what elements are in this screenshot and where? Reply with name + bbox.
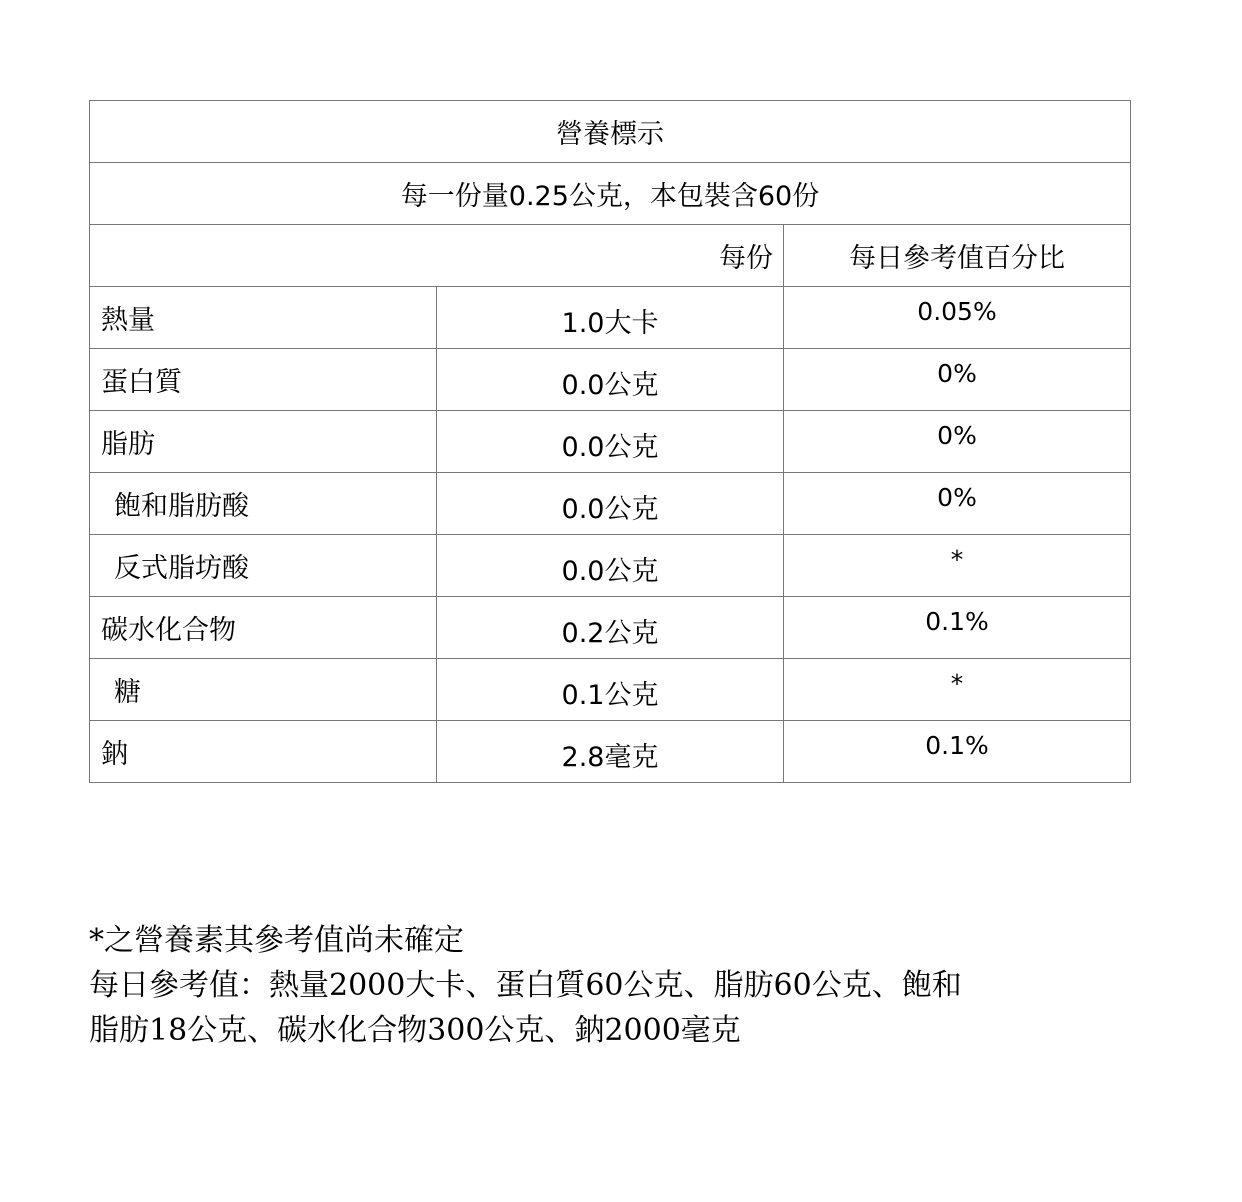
nutrient-amount: 1.0大卡 [437,287,784,349]
nutrient-daily-value: 0.05% [784,287,1131,349]
nutrient-daily-value: 0% [784,349,1131,411]
nutrient-name: 飽和脂肪酸 [90,473,437,535]
table-row [90,535,1131,597]
nutrient-name: 脂肪 [90,411,437,473]
nutrition-facts-table [89,100,1131,783]
nutrient-daily-value: 0% [784,411,1131,473]
nutrient-amount: 2.8毫克 [437,721,784,783]
serving-info: 每一份量0.25公克，本包裝含60份 [90,163,1131,225]
daily-reference-line-1: 每日參考值：熱量2000大卡、蛋白質60公克、脂肪60公克、飽和 [89,968,962,1003]
per-serving-header: 每份 [90,225,784,287]
table-row [90,287,1131,349]
nutrient-amount: 0.1公克 [437,659,784,721]
table-row [90,411,1131,473]
column-header-row [90,225,1131,287]
nutrient-amount: 0.0公克 [437,535,784,597]
nutrient-name: 蛋白質 [90,349,437,411]
nutrient-daily-value: 0.1% [784,721,1131,783]
nutrient-daily-value: * [784,659,1131,721]
nutrient-amount: 0.0公克 [437,411,784,473]
nutrient-amount: 0.0公克 [437,349,784,411]
table-row [90,597,1131,659]
nutrient-name: 熱量 [90,287,437,349]
table-title: 營養標示 [90,101,1131,163]
serving-info-row [90,163,1131,225]
table-row [90,473,1131,535]
nutrient-name: 反式脂坊酸 [90,535,437,597]
nutrient-daily-value: * [784,535,1131,597]
nutrient-name: 鈉 [90,721,437,783]
nutrient-name: 糖 [90,659,437,721]
nutrient-amount: 0.2公克 [437,597,784,659]
nutrient-name: 碳水化合物 [90,597,437,659]
nutrient-daily-value: 0% [784,473,1131,535]
nutrient-amount: 0.0公克 [437,473,784,535]
table-row [90,349,1131,411]
daily-reference-line-2: 脂肪18公克、碳水化合物300公克、鈉2000毫克 [89,1013,741,1048]
nutrient-daily-value: 0.1% [784,597,1131,659]
asterisk-note: *之營養素其參考值尚未確定 [89,923,464,958]
daily-value-header: 每日參考值百分比 [784,225,1131,287]
footnotes [89,918,1049,1053]
table-row [90,659,1131,721]
table-title-row [90,101,1131,163]
table-row [90,721,1131,783]
